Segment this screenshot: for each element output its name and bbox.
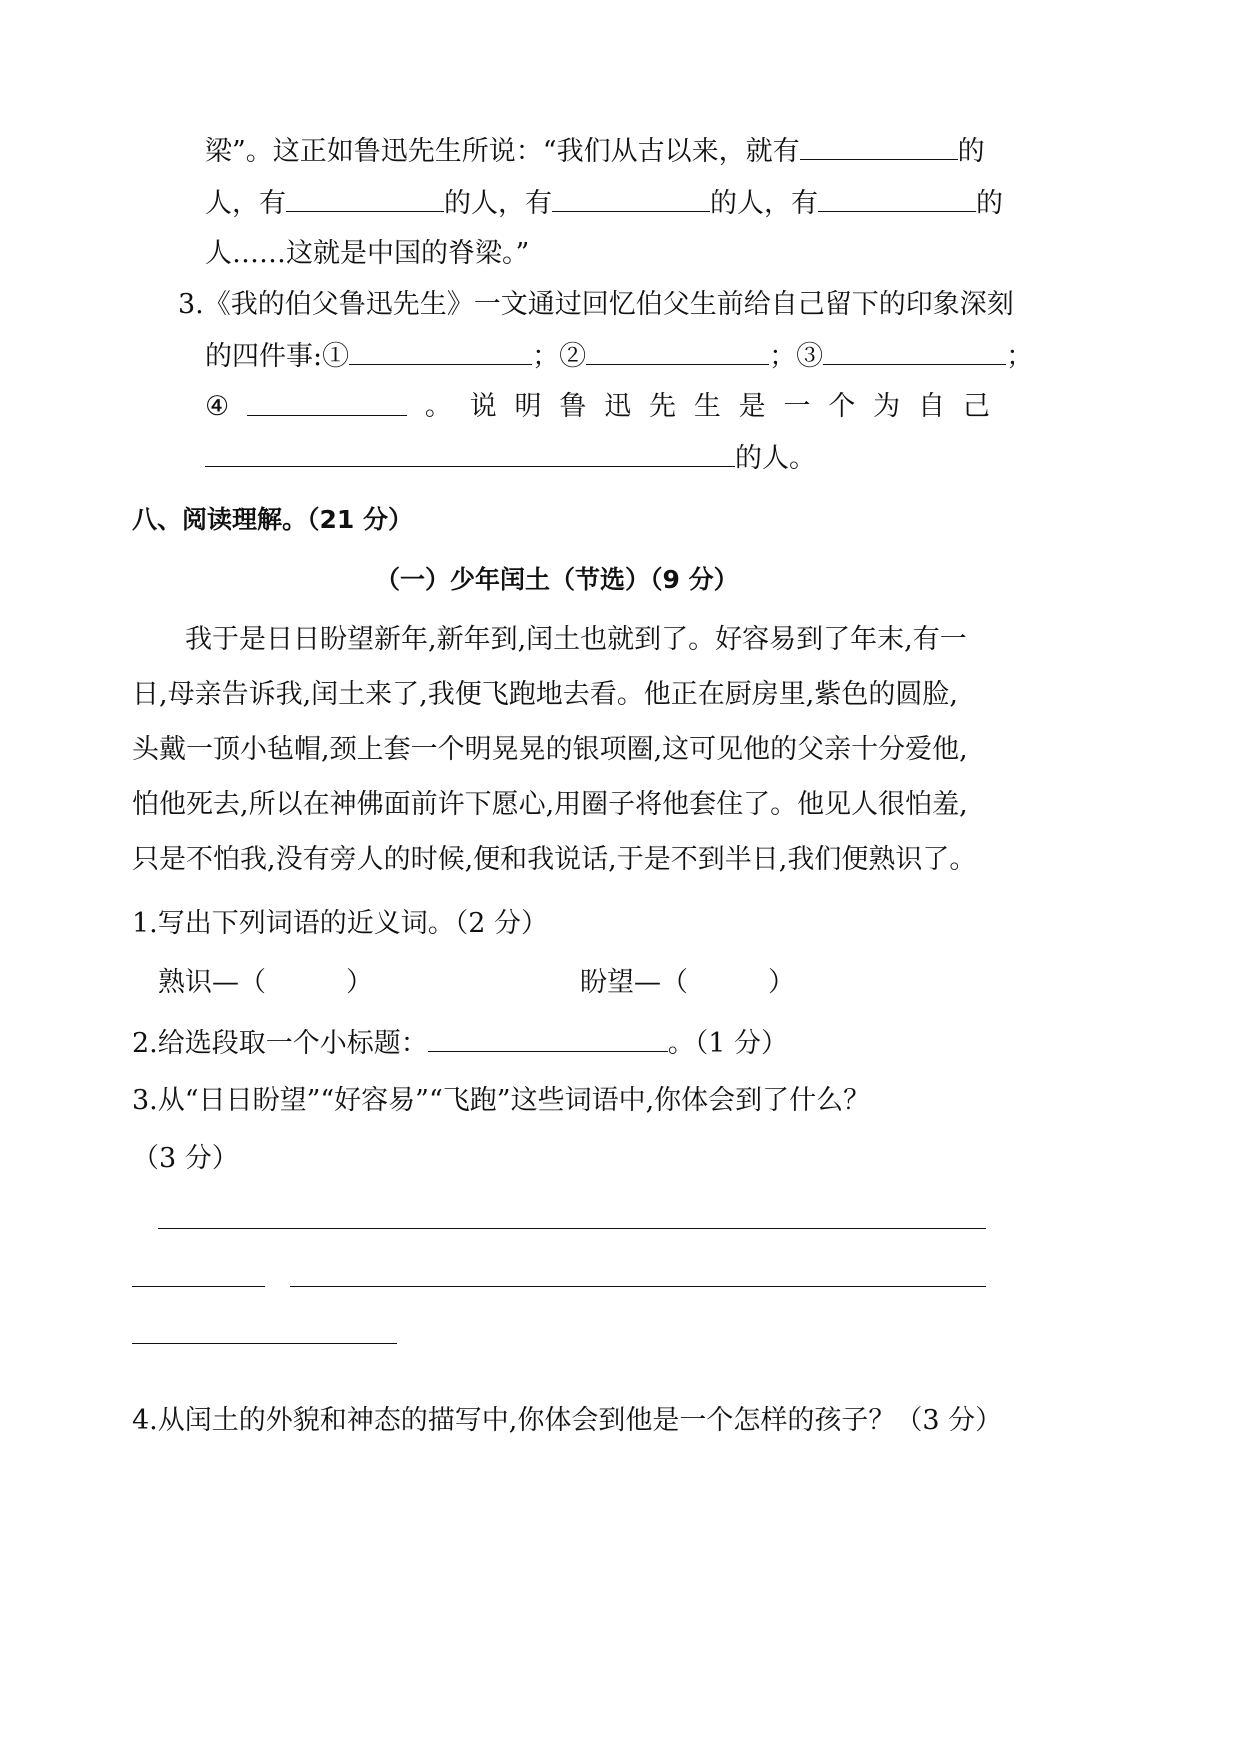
passage-line: 我于是日日盼望新年,新年到,闰土也就到了。好容易到了年末,有一 (185, 624, 967, 655)
answer-line-2: 人，有 的人，有 的人，有 的 (205, 185, 1003, 222)
section-heading: 八、阅读理解。（21 分） (132, 505, 413, 534)
answer-line-1: 梁”。这正如鲁迅先生所说：“我们从古以来，就有 的 (205, 133, 985, 170)
answer-line-3: 人……这就是中国的脊梁。” (205, 238, 530, 269)
passage-line: 只是不怕我,没有旁人的时候,便和我说话,于是不到半日,我们便熟识了。 (132, 844, 977, 875)
blank[interactable] (247, 389, 407, 416)
answer-rule[interactable] (290, 1286, 986, 1287)
blank[interactable] (586, 338, 769, 365)
answer-rule[interactable] (132, 1343, 397, 1344)
question-3-line-2: 的四件事:① ；② ；③ ； (205, 338, 1033, 375)
answer-rule[interactable] (158, 1228, 986, 1229)
question-2: 2.给选段取一个小标题： 。（1 分） (132, 1025, 788, 1062)
blank[interactable] (800, 133, 958, 160)
answer-rule[interactable] (132, 1286, 265, 1287)
passage-line: 怕他死去,所以在神佛面前许下愿心,用圈子将他套住了。他见人很怕羞, (132, 789, 968, 820)
q1-word-1: 熟识—（ ） (158, 967, 373, 998)
blank[interactable] (552, 185, 710, 212)
passage-line: 日,母亲告诉我,闰土来了,我便飞跑地去看。他正在厨房里,紫色的圆脸, (132, 679, 958, 710)
passage-line: 头戴一顶小毡帽,颈上套一个明晃晃的银项圈,这可见他的父亲十分爱他, (132, 734, 968, 765)
question-1: 1.写出下列词语的近义词。（2 分） (132, 908, 549, 939)
question-3: 3.从“日日盼望”“好容易”“飞跑”这些词语中,你体会到了什么？ (132, 1085, 871, 1116)
q1-word-2: 盼望—（ ） (580, 967, 795, 998)
passage-title: （一）少年闰土（节选）（9 分） (375, 565, 739, 594)
question-4: 4.从闰土的外貌和神态的描写中,你体会到他是一个怎样的孩子？（3 分） (132, 1405, 1003, 1436)
question-3-line-4: 的人。 (205, 440, 816, 477)
question-3-line-3: ④ 。 说 明 鲁 迅 先 生 是 一 个 为 自 己 (205, 391, 990, 422)
question-3-line-1: 3.《我的伯父鲁迅先生》一文通过回忆伯父生前给自己留下的印象深刻 (178, 289, 1014, 320)
blank[interactable] (286, 185, 444, 212)
blank[interactable] (205, 440, 735, 467)
blank[interactable] (349, 338, 532, 365)
question-3-points: （3 分） (132, 1143, 239, 1174)
title-blank[interactable] (428, 1025, 668, 1052)
blank[interactable] (818, 185, 976, 212)
blank[interactable] (823, 338, 1006, 365)
